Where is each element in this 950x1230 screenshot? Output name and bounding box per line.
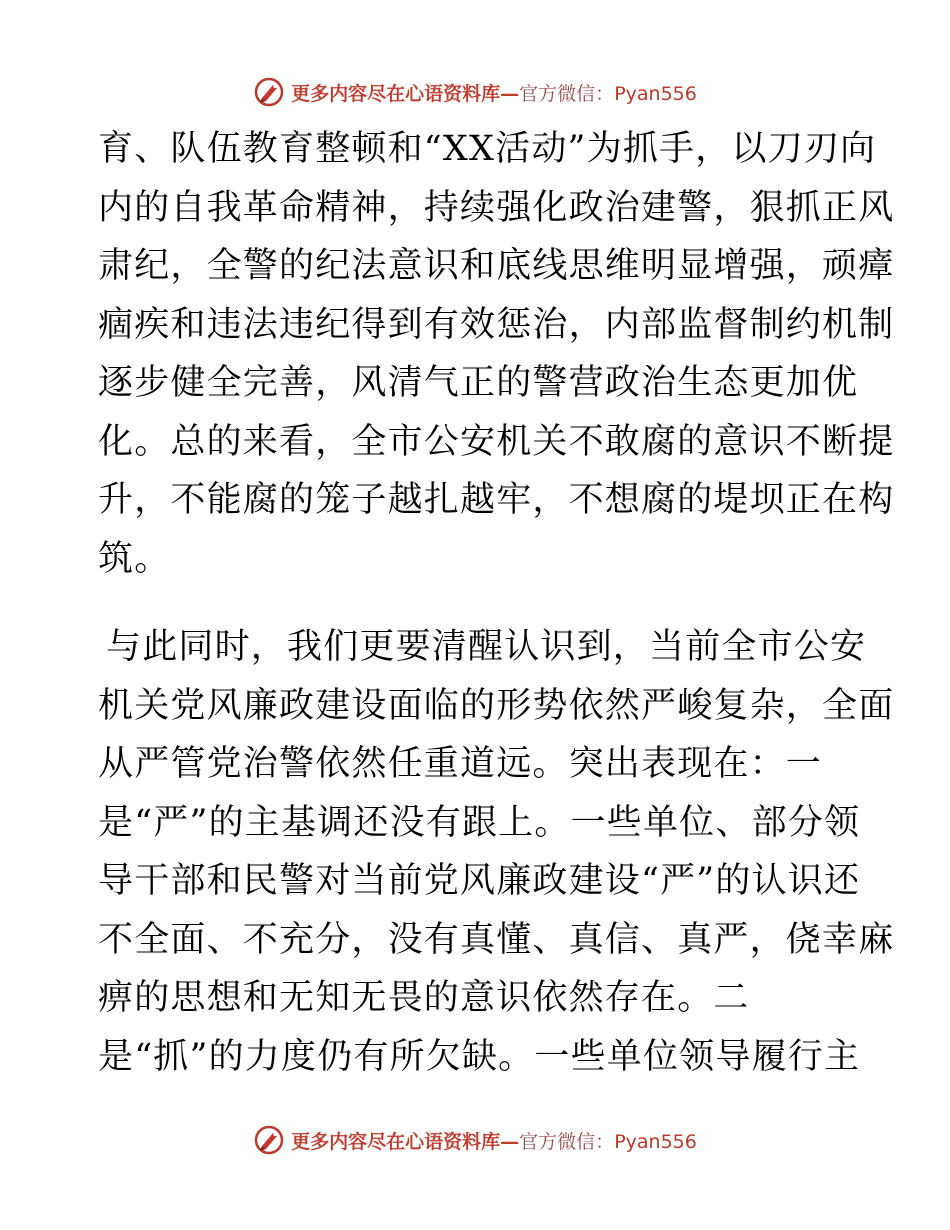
pen-logo-icon xyxy=(253,1124,285,1156)
watermark-main-text: 更多内容尽在心语资料库 xyxy=(291,1130,501,1153)
header-watermark xyxy=(0,72,950,112)
watermark-account-id: Pyan556 xyxy=(614,1130,697,1153)
text-line: 不全面、不充分，没有真懂、真信、真严，侥幸麻 xyxy=(98,919,895,960)
footer-watermark xyxy=(0,1120,950,1160)
watermark-main-text: 更多内容尽在心语资料库 xyxy=(291,82,501,105)
watermark-dash: — xyxy=(500,1130,520,1153)
text-line: 与此同时，我们更要清醒认识到，当前全市公安 xyxy=(106,627,867,667)
paragraph-gap xyxy=(98,588,858,618)
watermark-account-id: Pyan556 xyxy=(614,82,697,105)
pen-logo-icon xyxy=(253,76,285,108)
text-line: 痹的思想和无知无畏的意识依然存在。二 xyxy=(98,978,750,1018)
watermark-label: 官方微信： xyxy=(519,82,615,105)
text-line: 是“严”的主基调还没有跟上。一些单位、部分领 xyxy=(98,802,861,843)
text-line: 升，不能腐的笼子越扎越牢，不想腐的堤坝正在构 xyxy=(98,480,895,520)
text-line: 育、队伍教育整顿和“XX活动”为抓手，以刀刃向 xyxy=(98,129,877,169)
text-line: 肃纪，全警的纪法意识和底线思维明显增强，顽瘴 xyxy=(98,246,895,286)
text-line: 化。总的来看，全市公安机关不敢腐的意识不断提 xyxy=(98,421,895,462)
text-line: 机关党风廉政建设面临的形势依然严峻复杂，全面 xyxy=(98,685,895,726)
text-line: 筑。 xyxy=(98,538,171,579)
paragraph-2 xyxy=(98,618,895,1086)
text-line: 从严管党治警依然任重道远。突出表现在：一 xyxy=(98,744,823,784)
watermark-dash: — xyxy=(500,82,520,105)
text-line: 逐步健全完善，风清气正的警营政治生态更加优 xyxy=(98,363,859,403)
text-line: 是“抓”的力度仍有所欠缺。一些单位领导履行主 xyxy=(98,1036,861,1077)
paragraph-1 xyxy=(98,120,895,588)
watermark-label: 官方微信： xyxy=(519,1130,615,1153)
text-line: 痼疾和违法违纪得到有效惩治，内部监督制约机制 xyxy=(98,304,895,345)
text-line: 内的自我革命精神，持续强化政治建警，狠抓正风 xyxy=(98,187,895,228)
text-line: 导干部和民警对当前党风廉政建设“严”的认识还 xyxy=(98,861,861,901)
document-body xyxy=(98,120,895,1086)
